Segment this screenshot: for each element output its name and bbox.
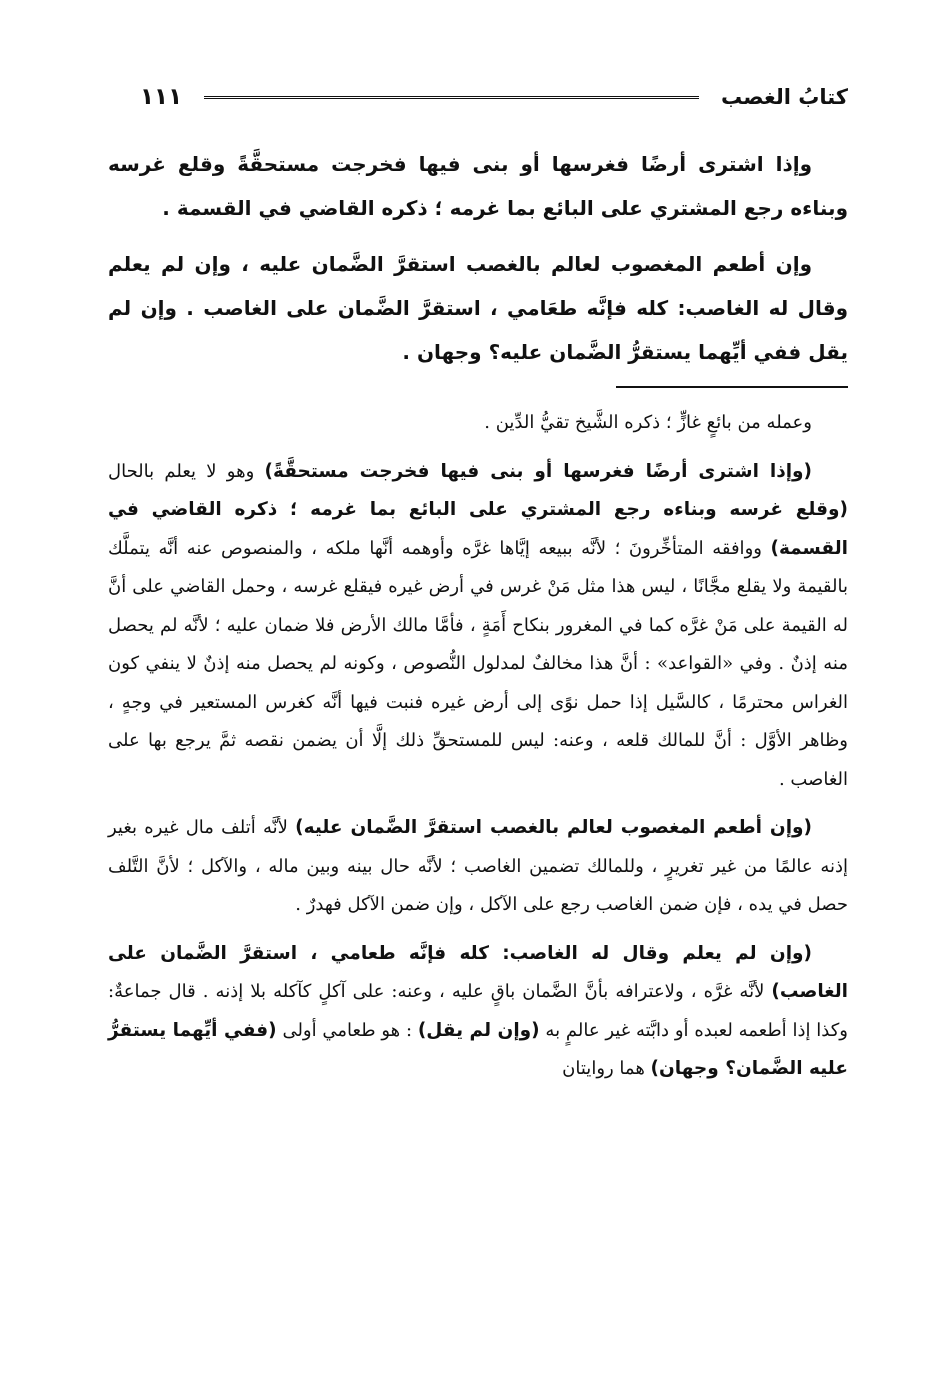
main-text-paragraph: وإذا اشترى أرضًا فغرسها أو بنى فيها فخرجت مستحقَّةً وقلع غرسه وبناءه رجع المشتري على البائع بما غرمه ؛ ذكره القاضي في القسمة . [108,152,848,220]
quoted-main-text: (وإذا اشترى أرضًا فغرسها أو بنى فيها فخرجت مستحقَّةً) [264,460,813,482]
quoted-main-text: (وإن لم يقل) [417,1019,540,1041]
commentary-text: وعمله من بائعٍ غازٍّ ؛ ذكره الشَّيخ تقيُّ الدِّين . [484,412,812,433]
book-title: كتابُ الغصب [721,85,848,109]
header-double-rule [204,96,699,99]
commentary-paragraph [108,404,848,443]
commentary-paragraph [108,809,848,925]
commentary-text: : هو طعامي أولى [276,1019,418,1041]
commentary-text: لأنَّه أتلف مال غيره بغير إذنه عالمًا من غير تغريرٍ ، وللمالك تضمين الغاصب ؛ لأنَّه حال بينه وبين ماله ، والآكل ؛ لأنَّ التَّلف حصل في يده ، فإن ضمن الغاصب رجع على الآكل ، وإن ضمن الآكل فهدرٌ . [108,817,849,915]
commentary-text: لأنَّه غرَّه ، ولاعترافه بأنَّ الضَّمان باقٍ عليه ، وعنه: على آكلٍ كآكله بلا إذنه . قال جماعةٌ: وكذا إذا أطعمه لعبده أو دابَّته غير عالمٍ به [108,981,849,1041]
main-text-paragraph: وإن أطعم المغصوب لعالم بالغصب استقرَّ الضَّمان عليه ، وإن لم يعلم وقال له الغاصب: كله فإنَّه طعَامي ، استقرَّ الضَّمان على الغاصب . وإن لم يقل ففي أيِّهما يستقرُّ الضَّمان عليه؟ وجهان . [108,252,848,364]
commentary [108,404,848,1089]
quoted-main-text: (ففي أيِّهما يستقرُّ عليه الضَّمان؟ وجهان) [108,1019,848,1079]
page-number: ١١١ [140,84,183,110]
commentary-text: وهو لا يعلم بالحال [108,460,265,482]
quoted-main-text: (وقلع غرسه وبناءه رجع المشتري على البائع بما غرمه ؛ ذكره القاضي في القسمة) [108,499,848,559]
commentary-text: هما روايتان [562,1058,651,1079]
commentary-paragraph [108,453,848,800]
footnote-divider [616,386,848,388]
quoted-main-text: (وإن لم يعلم وقال له الغاصب: كله فإنَّه طعامي ، استقرَّ الضَّمان على الغاصب) [108,942,848,1002]
running-header [108,70,848,124]
quoted-main-text: (وإن أطعم المغصوب لعالم بالغصب استقرَّ الضَّمان عليه) [295,817,812,838]
main-text [108,142,848,374]
book-page [108,70,848,1099]
commentary-text: ووافقه المتأخِّرونَ ؛ لأنَّه ببيعه إيَّاها غرَّه وأوهمه أنَّها ملكه ، والمنصوص عنه أنَّه يتملَّك بالقيمة ولا يقلع مجَّانًا ، ليس هذا مثل مَنْ غرس في أرض غيره فيقلع غرسه ، وحمل القاضي على أنَّ له القيمة على مَنْ غرَّه كما في المغرور بنكاح أَمَةٍ ، فأمَّا مالك الأرض فلا ضمان عليه ؛ لأنَّه لم يحصل منه إذنٌ . وفي «القواعد» : أنَّ هذا مخالفٌ لمدلول النُّصوص ، وكونه لم يحصل منه إذنٌ لا ينفي كون الغراس محترمًا ، كالسَّيل إذا حمل نوًى إلى أرض غيره فنبت فيها أنَّه كغرس المستعير في وجهٍ ، وظاهر الأوَّل : أنَّ للمالك قلعه ، وعنه: ليس للمستحقِّ ذلك إلَّا أن يضمن نقصه ثمَّ يرجع بها على الغاصب . [108,537,848,790]
commentary-paragraph [108,935,848,1089]
